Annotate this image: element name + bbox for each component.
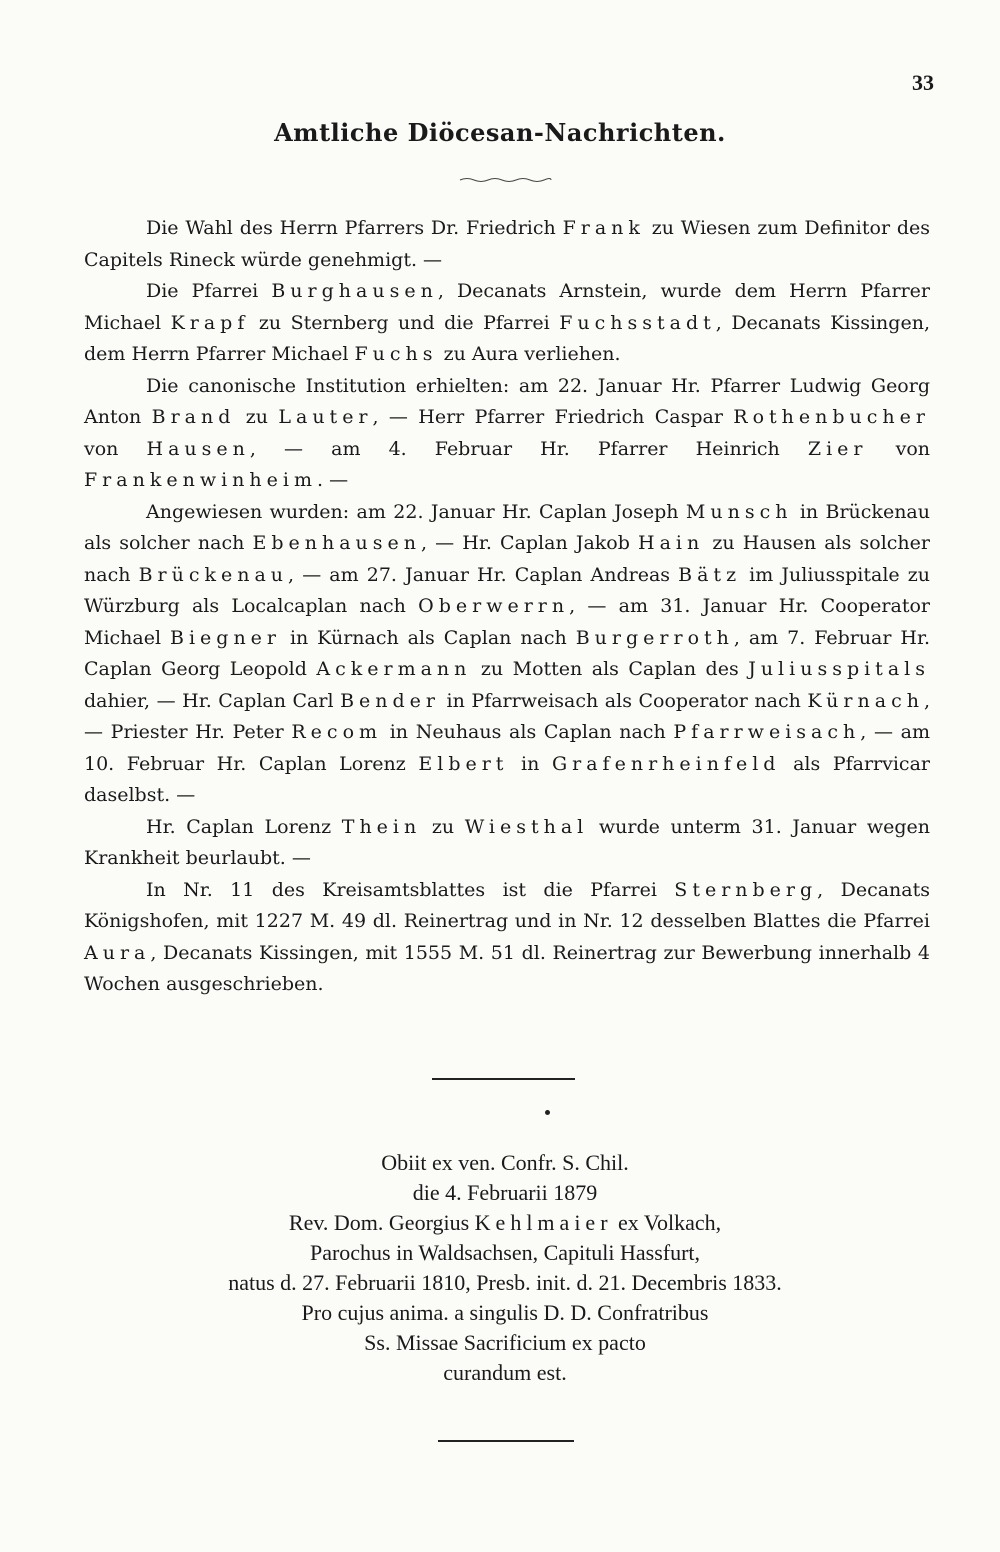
person-name: Munsch: [685, 500, 793, 523]
place-name: Ebenhausen: [252, 532, 421, 554]
person-name: Bätz: [678, 563, 742, 586]
place-name: Hausen: [146, 437, 250, 460]
obituary-line: curandum est.: [443, 1360, 567, 1385]
closing-divider: [438, 1440, 574, 1442]
person-name: Brand: [151, 406, 236, 428]
place-name: Lauter: [278, 406, 373, 428]
obituary-line: Parochus in Waldsachsen, Capituli Hassfurt,: [309, 1240, 701, 1265]
place-name: Frankenwinheim: [84, 469, 317, 491]
place-name: Aura: [84, 941, 151, 964]
person-name: Fuchs: [354, 343, 438, 365]
place-name: Brückenau: [138, 563, 289, 586]
place-name: Juliusspitals: [748, 658, 930, 680]
obituary-line: Pro cujus anima. a singulis D. D. Confratribus: [301, 1300, 709, 1325]
place-name: Pfarrweisach: [673, 721, 861, 743]
place-name: Burgerroth: [575, 626, 734, 649]
obituary-line: Ss. Missae Sacrificium ex pacto: [364, 1330, 646, 1355]
ornament-dot: [545, 1110, 550, 1115]
place-name: Sternberg: [674, 878, 818, 901]
person-name: Krapf: [170, 311, 250, 334]
person-name: Elbert: [418, 752, 509, 775]
person-name: Zier: [807, 437, 868, 460]
place-name: Oberwerrn: [418, 595, 570, 617]
obituary-line: Rev. Dom. Georgius Kehlmaier ex Volkach,: [288, 1210, 722, 1235]
person-name: Frank: [562, 217, 645, 239]
person-name: Rothenbucher: [733, 406, 930, 428]
place-name: Grafenrheinfeld: [551, 752, 781, 775]
place-name: Kürnach: [807, 689, 924, 712]
place-name: Fuchsstadt: [559, 311, 716, 334]
person-name: Recom: [291, 721, 383, 743]
announcement-paragraph: Die Wahl des Herrn Pfarrers Dr. Friedrich Frank zu Wiesen zum Definitor des Capitels Rineck würde genehmigt. —: [84, 217, 930, 271]
announcements-body: [84, 213, 930, 1001]
person-name: Kehlmaier: [474, 1210, 613, 1235]
person-name: Biegner: [170, 626, 282, 649]
announcement-paragraph: In Nr. 11 des Kreisamtsblattes ist die Pfarrei Sternberg, Decanats Königshofen, mit 1227 M. 49 dl. Reinertrag und in Nr. 12 desselben Blattes die Pfarrei Aura, Decanats Kissingen, mit 1555 M. 51 dl. Reinertrag zur Bewerbung innerhalb 4 Wochen ausgeschrieben.: [84, 878, 930, 995]
obituary-line: die 4. Februarii 1879: [412, 1180, 598, 1205]
place-name: Wiesthal: [464, 815, 589, 838]
announcement-paragraph: Angewiesen wurden: am 22. Januar Hr. Caplan Joseph Munsch in Brückenau als solcher nach Ebenhausen, — Hr. Caplan Jakob Hain zu Hausen als solcher nach Brückenau, — am 27. Januar Hr. Caplan Andreas Bätz im Juliusspitale zu Würzburg als Localcaplan nach Oberwerrn, — am 31. Januar Hr. Cooperator Michael Biegner in Kürnach als Caplan nach Burgerroth, am 7. Februar Hr. Caplan Georg Leopold Ackermann zu Motten als Caplan des Juliusspitals dahier, — Hr. Caplan Carl Bender in Pfarrweisach als Cooperator nach Kürnach, — Priester Hr. Peter Recom in Neuhaus als Caplan nach Pfarrweisach, — am 10. Februar Hr. Caplan Lorenz Elbert in Grafenrheinfeld als Pfarrvicar daselbst. —: [84, 500, 931, 806]
announcement-paragraph: Die Pfarrei Burghausen, Decanats Arnstein, wurde dem Herrn Pfarrer Michael Krapf zu Sternberg und die Pfarrei Fuchsstadt, Decanats Kissingen, dem Herrn Pfarrer Michael Fuchs zu Aura verliehen.: [84, 280, 930, 365]
section-divider: [432, 1078, 575, 1080]
obituary-line: natus d. 27. Februarii 1810, Presb. init. d. 21. Decembris 1833.: [228, 1270, 782, 1295]
obituary-line: Obiit ex ven. Confr. S. Chil.: [381, 1150, 629, 1175]
announcement-paragraph: Die canonische Institution erhielten: am 22. Januar Hr. Pfarrer Ludwig Georg Anton Brand zu Lauter, — Herr Pfarrer Friedrich Caspar Rothenbucher von Hausen, — am 4. Februar Hr. Pfarrer Heinrich Zier von Frankenwinheim. —: [84, 374, 931, 491]
page-number: 33: [912, 70, 934, 95]
person-name: Ackermann: [316, 658, 472, 680]
place-name: Burghausen: [271, 280, 438, 302]
announcement-paragraph: Hr. Caplan Lorenz Thein zu Wiesthal wurde unterm 31. Januar wegen Krankheit beurlaubt. —: [84, 815, 930, 869]
obituary-notice: [120, 1148, 890, 1388]
page-title: Amtliche Diöcesan-Nachrichten.: [274, 118, 726, 147]
person-name: Bender: [340, 689, 441, 712]
person-name: Hain: [638, 532, 705, 554]
person-name: Thein: [341, 815, 422, 838]
ornament-divider: [455, 177, 555, 183]
